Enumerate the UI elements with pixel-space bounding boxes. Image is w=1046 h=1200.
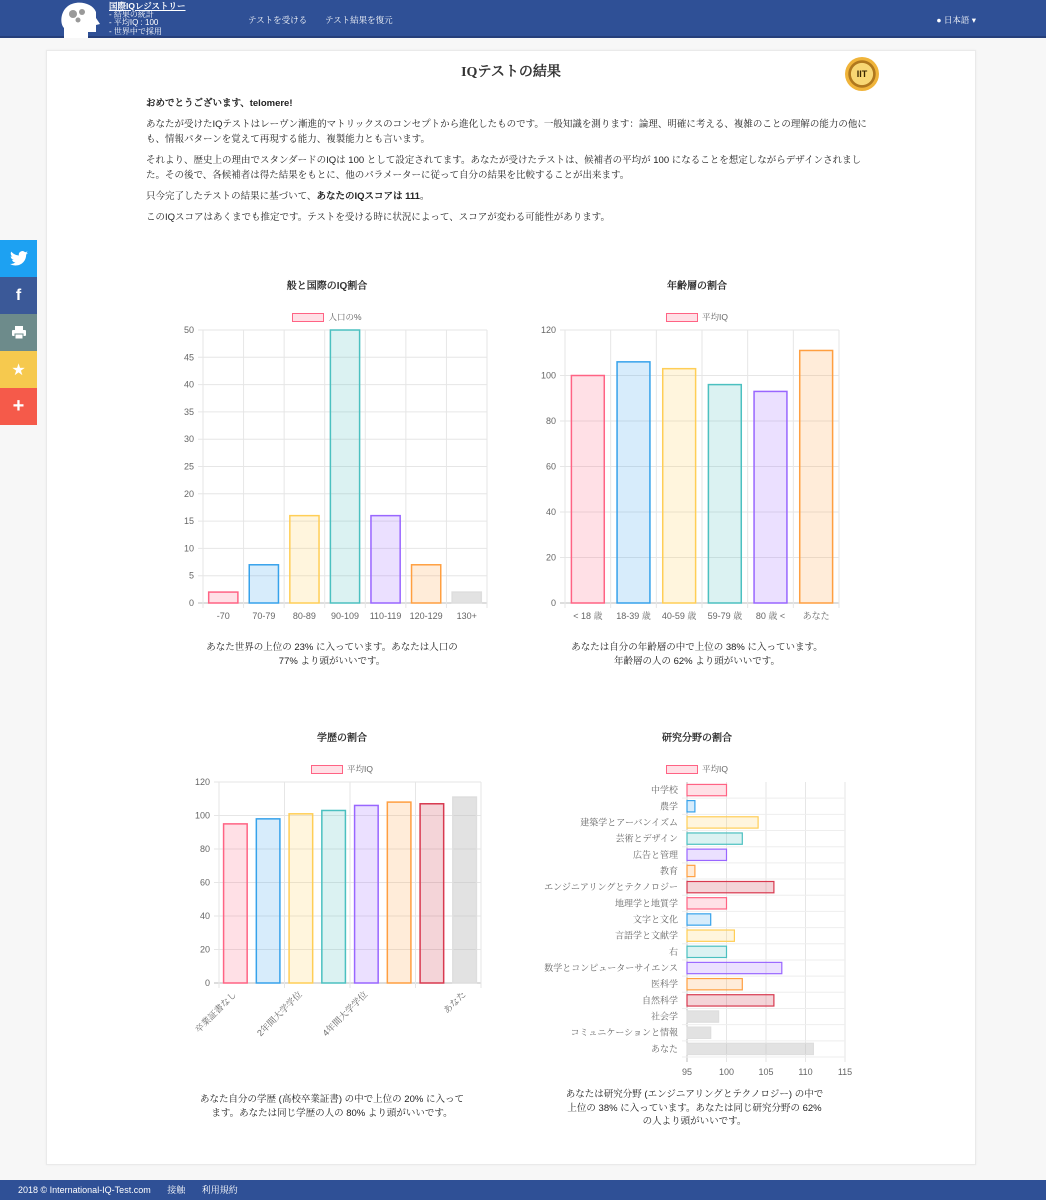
bar[interactable] — [687, 881, 774, 892]
y-tick-label: 地理学と地質学 — [614, 898, 678, 909]
y-tick-label: 自然科学 — [641, 995, 678, 1006]
bar[interactable] — [452, 592, 481, 603]
age-bar-chart — [527, 323, 867, 623]
brand-title[interactable]: 国際IQレジストリー — [109, 1, 186, 11]
y-tick-label: エンジニアリングとテクノロジー — [544, 882, 678, 893]
y-tick-label: 40 — [545, 507, 556, 517]
y-tick-label: 35 — [183, 406, 194, 417]
y-tick-label: 20 — [199, 944, 210, 955]
y-tick-label: 60 — [199, 877, 210, 888]
x-tick-label: 80 歳 < — [755, 611, 786, 621]
nav-restore-results[interactable]: テスト結果を復元 — [325, 15, 393, 25]
x-tick-label: 130+ — [456, 611, 477, 621]
field-chart — [527, 723, 867, 1143]
population-chart — [157, 271, 497, 671]
favorite-button[interactable] — [0, 351, 37, 388]
y-tick-label: 0 — [188, 598, 194, 608]
bar[interactable] — [663, 369, 696, 603]
bar[interactable] — [687, 801, 695, 812]
bar[interactable] — [453, 797, 477, 983]
x-tick-label: あなた — [802, 611, 830, 621]
footer-link-terms[interactable]: 利用規約 — [201, 1185, 238, 1195]
y-tick-label: 60 — [545, 461, 556, 472]
facebook-icon: f — [15, 286, 22, 304]
brand-line: - 世界中で採用 — [109, 26, 162, 36]
y-tick-label: 15 — [183, 516, 194, 527]
bar[interactable] — [687, 979, 742, 990]
bar[interactable] — [687, 995, 774, 1006]
y-tick-label: 中学校 — [650, 785, 678, 796]
y-tick-label: あなた — [650, 1043, 678, 1054]
y-tick-label: 医科学 — [650, 979, 678, 990]
footer-link-contact[interactable]: 接触 — [167, 1185, 186, 1195]
y-tick-label: 30 — [183, 434, 194, 445]
caret-down-icon: ▾ — [971, 15, 976, 25]
bar[interactable] — [687, 849, 727, 860]
score-prefix: 只今完了したテストの結果に基づいて、 — [146, 191, 317, 202]
print-button[interactable] — [0, 314, 37, 351]
x-tick-label: 115 — [837, 1067, 853, 1077]
bar[interactable] — [708, 385, 741, 603]
y-tick-label: 20 — [183, 488, 194, 499]
y-tick-label: 80 — [199, 844, 210, 854]
y-tick-label: 40 — [199, 911, 210, 921]
y-tick-label: 建築学とアーバンイズム — [580, 817, 678, 828]
bar[interactable] — [687, 898, 727, 909]
x-tick-label: 2年間大学学位 — [255, 989, 304, 1039]
y-tick-label: 120 — [194, 777, 210, 787]
copyright: 2018 © International-IQ-Test.com — [18, 1185, 151, 1195]
bar[interactable] — [687, 1011, 719, 1022]
chart-title: 研究分野の割合 — [662, 733, 732, 744]
chart-caption: あなたは自分の年齢層の中で上位の 38% に入っています。年齢層の人の 62% より頭がいいです。 — [571, 642, 823, 667]
legend-label: 平均IQ — [347, 764, 373, 774]
y-tick-label: 45 — [183, 352, 194, 363]
legend-swatch — [292, 313, 324, 322]
results-card — [46, 50, 976, 1165]
chart-legend[interactable] — [527, 763, 867, 775]
iq-score: あなたのIQスコアは 111 — [316, 191, 420, 202]
brand[interactable] — [109, 2, 186, 36]
legend-swatch — [666, 765, 698, 774]
bar[interactable] — [571, 376, 604, 604]
bar[interactable] — [330, 330, 359, 603]
bar[interactable] — [224, 824, 248, 983]
x-tick-label: 18-39 歳 — [616, 611, 651, 621]
intro-paragraph: それより、歴史上の理由でスタンダードのIQは 100 として設定されてます。あなたが受けたテストは、候補者の平均が 100 になることを想定しながらデザインされました。その後で、各候補者は得た結果をもとに、他のパラメーターに従って自分の結果を比較することが出来ます。 — [146, 155, 862, 181]
field-horizontal-bar-chart — [527, 775, 867, 1085]
bar[interactable] — [687, 1043, 813, 1054]
y-tick-label: 0 — [204, 978, 210, 988]
x-tick-label: 100 — [718, 1067, 735, 1077]
iit-badge-icon — [845, 57, 879, 91]
y-tick-label: 芸術とデザイン — [615, 833, 678, 844]
language-label: 日本語 — [943, 15, 970, 25]
bar[interactable] — [387, 802, 411, 983]
chart-caption: あなた世界の上位の 23% に入っています。あなたは人口の 77% より頭がいいです。 — [206, 642, 458, 667]
x-tick-label: 40-59 歳 — [661, 611, 697, 621]
disclaimer: このIQスコアはあくまでも推定です。テストを受ける時に状況によって、スコアが変わる可能性があります。 — [146, 212, 610, 223]
y-tick-label: 0 — [550, 598, 556, 608]
bar[interactable] — [687, 930, 734, 941]
bar[interactable] — [256, 819, 280, 983]
x-tick-label: 80-89 — [292, 611, 316, 621]
legend-swatch — [311, 765, 343, 774]
y-tick-label: 25 — [183, 461, 194, 472]
chart-caption: あなたは研究分野 (エンジニアリングとテクノロジー) の中で上位の 38% に入っています。あなたは同じ研究分野の 62% の人より頭がいいです。 — [565, 1089, 824, 1127]
bar[interactable] — [687, 784, 727, 795]
twitter-icon — [10, 251, 28, 266]
y-tick-label: 20 — [545, 552, 556, 563]
bar[interactable] — [249, 565, 278, 603]
plus-icon: + — [12, 395, 25, 417]
chart-legend[interactable] — [527, 311, 867, 323]
bar[interactable] — [800, 350, 833, 603]
chart-caption: あなた自分の学歴 (高校卒業証書) の中で上位の 20% に入ってます。あなたは同じ学歴の人の 80% より頭がいいです。 — [200, 1094, 464, 1119]
legend-label: 人口の% — [328, 312, 362, 322]
bar[interactable] — [322, 810, 346, 983]
bar[interactable] — [355, 805, 379, 983]
bar[interactable] — [209, 592, 238, 603]
bar[interactable] — [687, 946, 727, 957]
y-tick-label: 40 — [183, 379, 194, 390]
bar[interactable] — [687, 914, 711, 925]
legend-label: 平均IQ — [702, 764, 728, 774]
y-tick-label: 100 — [540, 370, 556, 381]
brand-line: - 結果の統計 — [109, 9, 154, 19]
bar[interactable] — [687, 865, 695, 876]
facebook-share-button[interactable] — [0, 277, 37, 314]
nav-take-test[interactable]: テストを受ける — [248, 15, 308, 25]
bar[interactable] — [371, 516, 400, 603]
intro-text — [146, 96, 876, 231]
navbar — [0, 0, 1046, 38]
y-tick-label: 50 — [183, 325, 194, 335]
twitter-share-button[interactable] — [0, 240, 37, 277]
y-tick-label: 5 — [188, 570, 194, 581]
chart-legend[interactable] — [177, 763, 507, 775]
y-tick-label: 10 — [183, 543, 194, 554]
logo-head-icon[interactable] — [58, 0, 104, 38]
education-bar-chart — [177, 775, 507, 1095]
x-tick-label: 70-79 — [252, 611, 276, 621]
social-share-bar — [0, 240, 37, 425]
x-tick-label: 110-119 — [369, 611, 402, 621]
x-tick-label: 110 — [798, 1067, 813, 1077]
x-tick-label: < 18 歳 — [573, 611, 603, 621]
x-tick-label: 120-129 — [409, 611, 443, 621]
chart-title: 学歴の割合 — [317, 733, 367, 744]
intro-paragraph: あなたが受けたIQテストはレーヴン漸進的マトリックスのコンセプトから進化したものです。一般知識を測ります：論理、明確に考える、複雑のことの理解の能力の他にも、情報パターンを覚えて再現する能力、複製能力とも言います。 — [146, 119, 867, 145]
brand-line: - 平均IQ : 100 — [109, 18, 159, 27]
badge-label: IIT — [856, 69, 868, 79]
education-chart — [177, 723, 507, 1143]
bar[interactable] — [290, 516, 319, 603]
chart-title: 年齢層の割合 — [667, 281, 727, 292]
bar[interactable] — [412, 565, 441, 603]
bar[interactable] — [687, 962, 782, 973]
more-share-button[interactable] — [0, 388, 37, 425]
x-tick-label: 105 — [758, 1067, 774, 1077]
footer — [0, 1180, 1046, 1200]
bar[interactable] — [754, 391, 787, 603]
x-tick-label: 卒業証書なし — [193, 989, 239, 1035]
greeting: おめでとうございます、telomere! — [146, 98, 293, 109]
bar[interactable] — [687, 833, 742, 844]
bar[interactable] — [687, 817, 758, 828]
globe-icon: ● — [936, 15, 942, 25]
chart-title: 般と国際のIQ割合 — [286, 281, 368, 292]
star-icon: ★ — [11, 361, 26, 379]
score-suffix: 。 — [419, 191, 430, 202]
y-tick-label: 120 — [540, 325, 556, 335]
y-tick-label: 80 — [545, 416, 556, 426]
y-tick-label: 農学 — [659, 801, 678, 812]
x-tick-label: 59-79 歳 — [707, 611, 743, 621]
y-tick-label: 教育 — [659, 865, 678, 876]
score-line — [146, 189, 876, 204]
y-tick-label: 言語学と文献学 — [614, 930, 678, 941]
y-tick-label: 文字と文化 — [632, 914, 678, 925]
y-tick-label: コミュニケーションと情報 — [570, 1027, 678, 1038]
y-tick-label: 広告と管理 — [632, 849, 678, 860]
y-tick-label: 100 — [194, 810, 210, 821]
x-tick-label: 4年間大学学位 — [320, 989, 370, 1039]
bar[interactable] — [289, 814, 313, 983]
chart-legend[interactable] — [157, 311, 497, 323]
bar[interactable] — [617, 362, 650, 603]
age-chart — [527, 271, 867, 671]
y-tick-label: 社会学 — [650, 1011, 678, 1022]
page-title: IQテストの結果 — [461, 65, 561, 80]
population-bar-chart — [157, 323, 497, 623]
x-tick-label: -70 — [216, 611, 230, 621]
x-tick-label: 95 — [681, 1067, 693, 1077]
print-icon — [12, 326, 26, 339]
x-tick-label: あなた — [441, 989, 468, 1016]
x-tick-label: 90-109 — [330, 611, 360, 621]
legend-swatch — [666, 313, 698, 322]
language-dropdown[interactable] — [936, 14, 976, 26]
y-tick-label: 右 — [668, 946, 678, 957]
legend-label: 平均IQ — [702, 312, 728, 322]
bar[interactable] — [420, 804, 444, 983]
y-tick-label: 数学とコンピューターサイエンス — [544, 963, 678, 974]
bar[interactable] — [687, 1027, 711, 1038]
